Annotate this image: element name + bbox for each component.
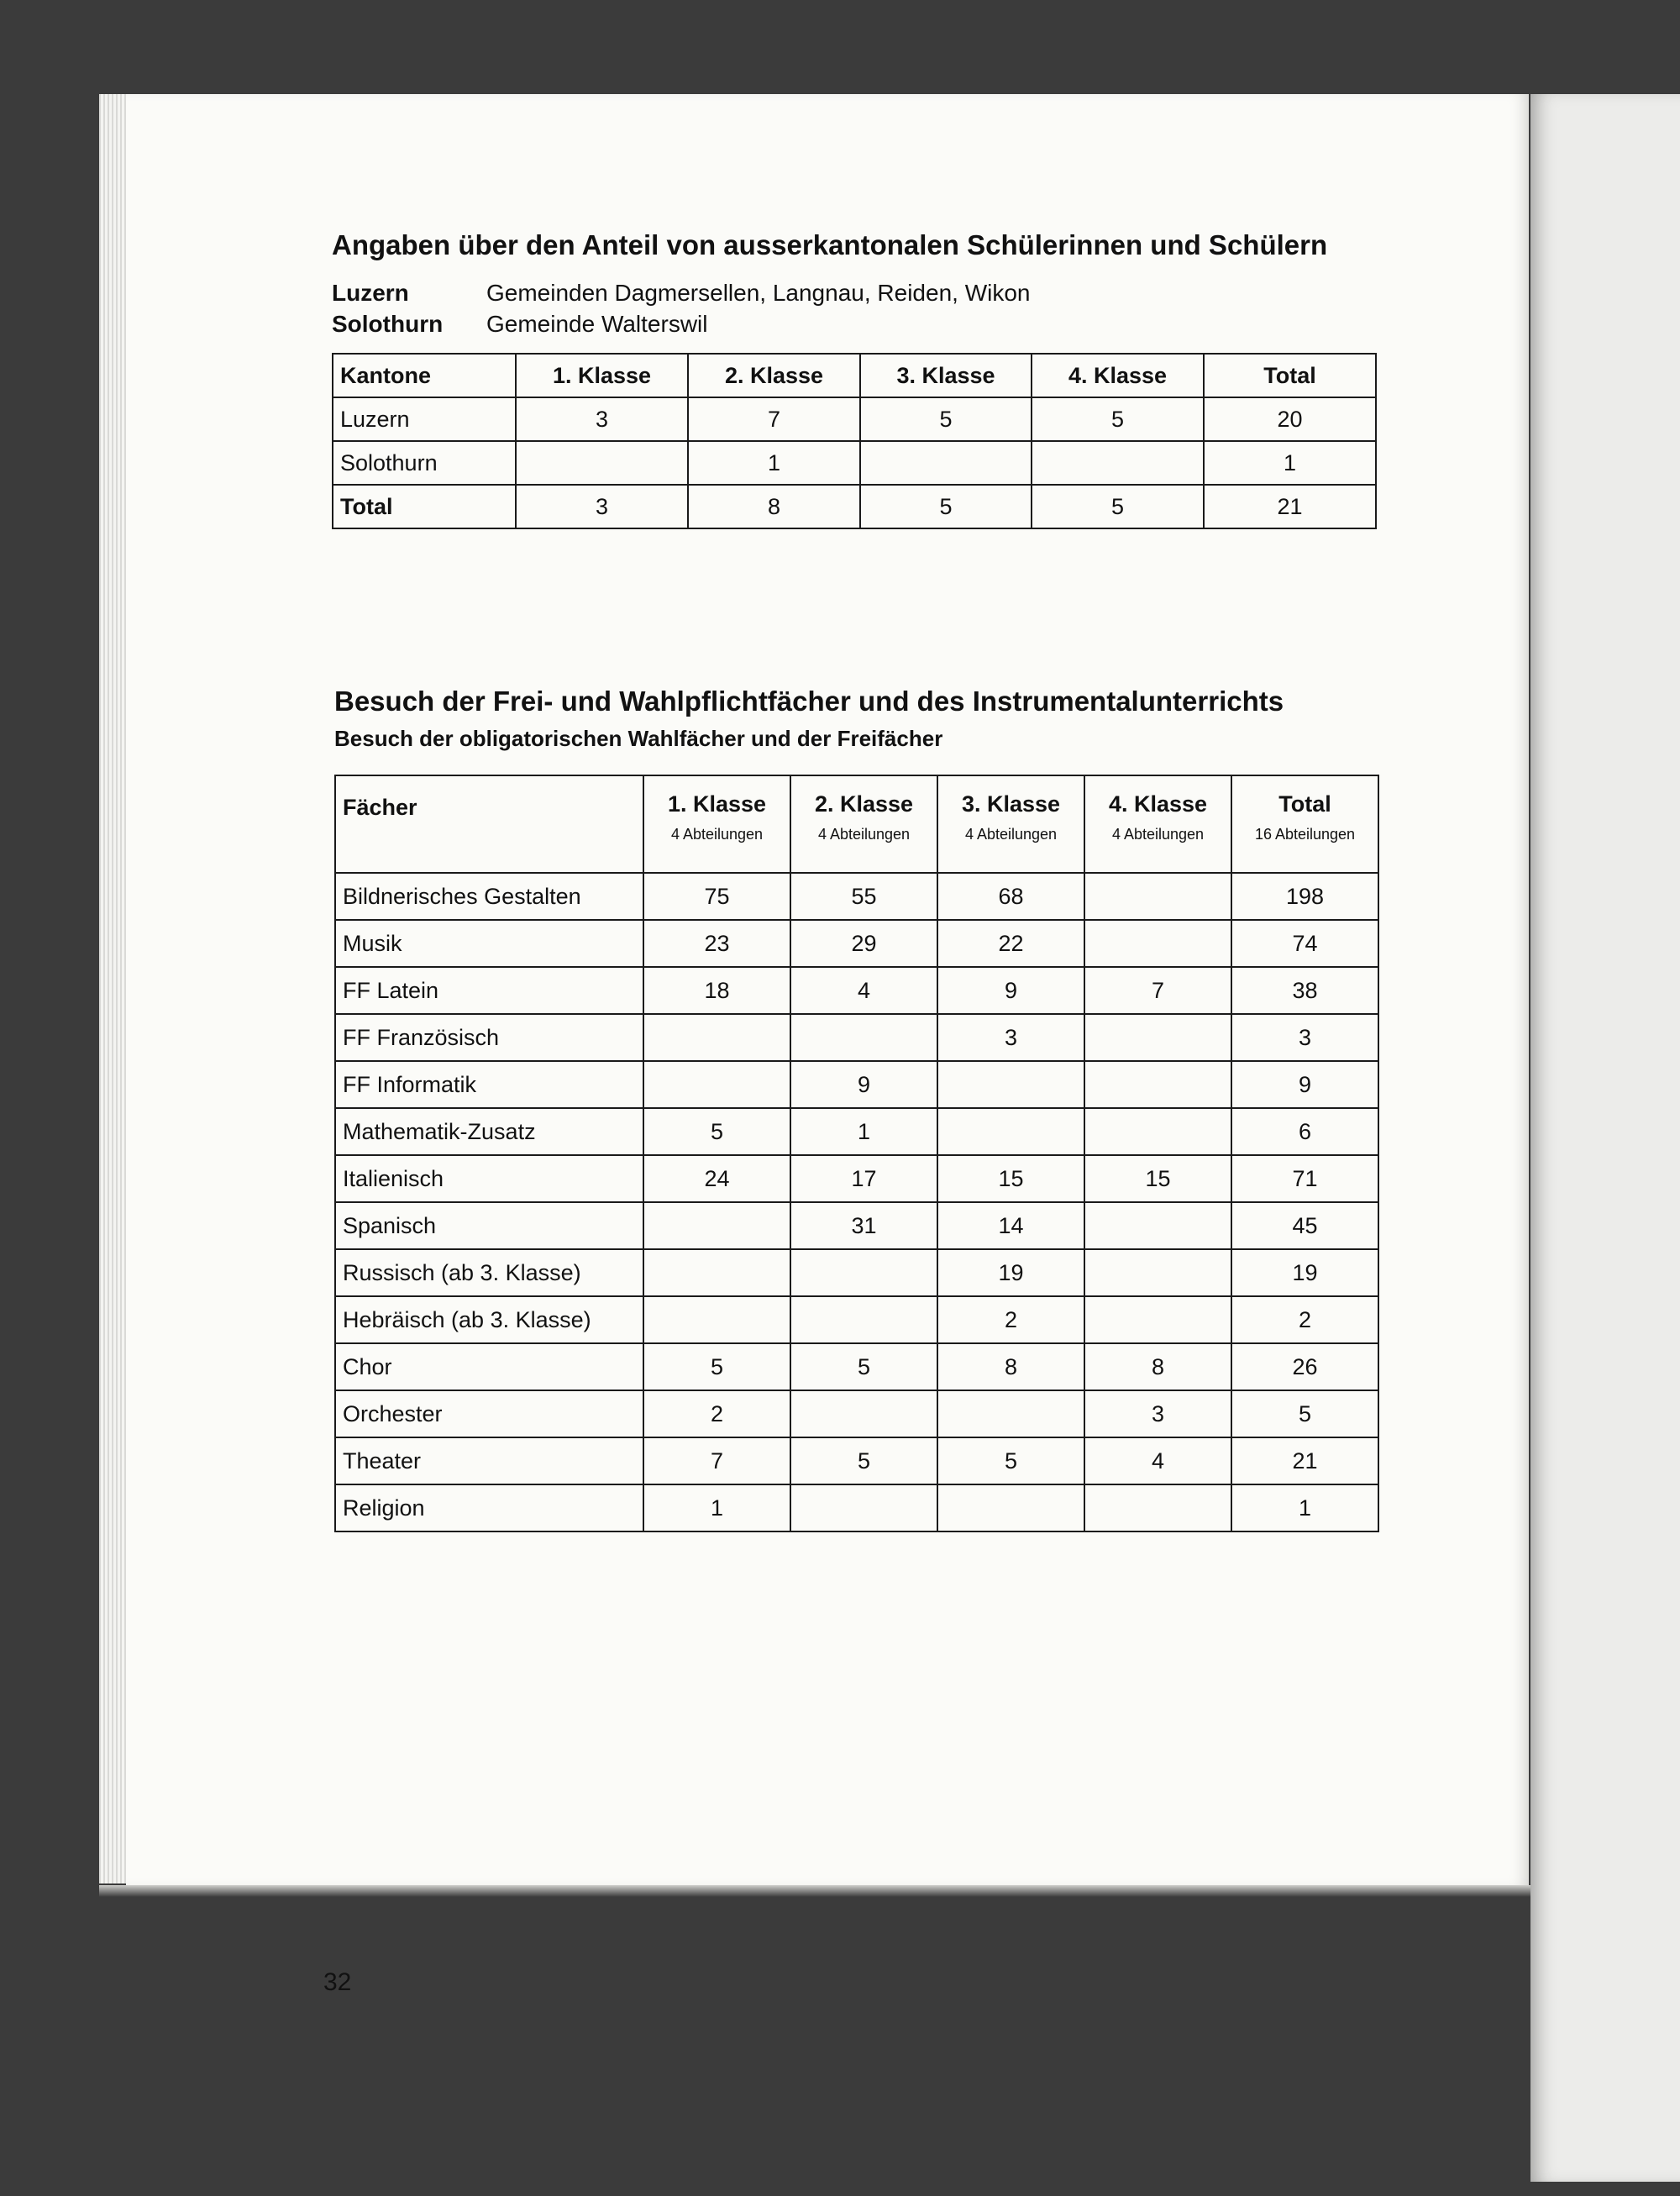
table-cell: 5 bbox=[860, 485, 1032, 528]
table-cell: 38 bbox=[1231, 967, 1378, 1014]
row-label: Hebräisch (ab 3. Klasse) bbox=[335, 1296, 643, 1343]
table-cell: 31 bbox=[790, 1202, 937, 1249]
table-cell: 68 bbox=[937, 873, 1084, 920]
table-cell: 55 bbox=[790, 873, 937, 920]
table-cell: 29 bbox=[790, 920, 937, 967]
table-cell: 2 bbox=[1231, 1296, 1378, 1343]
page-shadow bbox=[99, 1885, 1530, 1897]
row-label: Bildnerisches Gestalten bbox=[335, 873, 643, 920]
column-header: 1. Klasse bbox=[516, 354, 688, 397]
table-cell bbox=[790, 1296, 937, 1343]
table-cell: 5 bbox=[643, 1108, 790, 1155]
table-cell: 9 bbox=[790, 1061, 937, 1108]
table-cell bbox=[643, 1249, 790, 1296]
table-cell: 14 bbox=[937, 1202, 1084, 1249]
table-cell: 20 bbox=[1204, 397, 1376, 441]
table-cell bbox=[643, 1202, 790, 1249]
table-cell: 2 bbox=[937, 1296, 1084, 1343]
column-header-sub: 4 Abteilungen bbox=[1111, 826, 1205, 843]
table-total-row bbox=[333, 485, 1376, 528]
table-cell: 3 bbox=[516, 397, 688, 441]
table-cell: 21 bbox=[1204, 485, 1376, 528]
table-cell: 4 bbox=[790, 967, 937, 1014]
table-row bbox=[335, 1061, 1378, 1108]
table-cell bbox=[1084, 873, 1231, 920]
column-header-label: 2. Klasse bbox=[814, 791, 914, 817]
table-cell: 1 bbox=[643, 1484, 790, 1531]
table-row bbox=[335, 1155, 1378, 1202]
column-header-sub: 4 Abteilungen bbox=[964, 826, 1058, 843]
table-header-row bbox=[333, 354, 1376, 397]
table-cell bbox=[790, 1014, 937, 1061]
table-cell: 1 bbox=[688, 441, 860, 485]
table-cell bbox=[860, 441, 1032, 485]
column-header-label: 1. Klasse bbox=[667, 791, 767, 817]
column-header-sub: 4 Abteilungen bbox=[670, 826, 764, 843]
table-row bbox=[333, 397, 1376, 441]
table-cell: 3 bbox=[1231, 1014, 1378, 1061]
column-header-label: Fächer bbox=[343, 795, 417, 820]
table-cell bbox=[1084, 1484, 1231, 1531]
table-cell bbox=[937, 1108, 1084, 1155]
row-label: Mathematik-Zusatz bbox=[335, 1108, 643, 1155]
column-header bbox=[937, 775, 1084, 873]
table-header-row bbox=[335, 775, 1378, 873]
page-number: 32 bbox=[323, 1968, 352, 1996]
table-cell: 5 bbox=[790, 1343, 937, 1390]
row-label: Orchester bbox=[335, 1390, 643, 1437]
table-row bbox=[335, 1343, 1378, 1390]
table-cell: 17 bbox=[790, 1155, 937, 1202]
table-cell: 3 bbox=[516, 485, 688, 528]
column-header: Total bbox=[1204, 354, 1376, 397]
table-row bbox=[335, 873, 1378, 920]
table-cell: 1 bbox=[790, 1108, 937, 1155]
table-cell bbox=[1084, 1108, 1231, 1155]
table-cell: 74 bbox=[1231, 920, 1378, 967]
column-header bbox=[1084, 775, 1231, 873]
table-cell bbox=[1084, 1014, 1231, 1061]
table-cell bbox=[1084, 1061, 1231, 1108]
table-cell bbox=[1084, 920, 1231, 967]
column-header bbox=[335, 775, 643, 873]
table-row bbox=[335, 1014, 1378, 1061]
column-header bbox=[1231, 775, 1378, 873]
column-header-label: Total bbox=[1278, 791, 1331, 817]
row-label: Russisch (ab 3. Klasse) bbox=[335, 1249, 643, 1296]
table-cell: 21 bbox=[1231, 1437, 1378, 1484]
table-cell bbox=[643, 1296, 790, 1343]
table-cell: 5 bbox=[1032, 485, 1204, 528]
row-label: FF Informatik bbox=[335, 1061, 643, 1108]
column-header: 3. Klasse bbox=[860, 354, 1032, 397]
table-cell: 8 bbox=[1084, 1343, 1231, 1390]
canton-name: Luzern bbox=[332, 280, 409, 306]
table-cell: 23 bbox=[643, 920, 790, 967]
table-cell: 26 bbox=[1231, 1343, 1378, 1390]
table-row bbox=[335, 920, 1378, 967]
table-cell: 3 bbox=[1084, 1390, 1231, 1437]
column-header-label: 3. Klasse bbox=[961, 791, 1061, 817]
column-header-label: 4. Klasse bbox=[1108, 791, 1208, 817]
table-cell: 8 bbox=[688, 485, 860, 528]
column-header: Kantone bbox=[333, 354, 516, 397]
row-label: Theater bbox=[335, 1437, 643, 1484]
table-row bbox=[335, 1437, 1378, 1484]
table-cell bbox=[790, 1484, 937, 1531]
table-row bbox=[335, 1484, 1378, 1531]
table-cell: 1 bbox=[1231, 1484, 1378, 1531]
section2-title: Besuch der Frei- und Wahlpflichtfächer und des Instrumentalunterrichts bbox=[334, 686, 1284, 717]
table-cell: 7 bbox=[688, 397, 860, 441]
canton-description: Gemeinden Dagmersellen, Langnau, Reiden, Wikon bbox=[486, 280, 1031, 306]
table-cell: 71 bbox=[1231, 1155, 1378, 1202]
table-cell: 5 bbox=[1032, 397, 1204, 441]
row-label: Religion bbox=[335, 1484, 643, 1531]
table-row bbox=[335, 1249, 1378, 1296]
table-cell: 24 bbox=[643, 1155, 790, 1202]
subjects-table bbox=[334, 775, 1379, 1532]
table-cell bbox=[1084, 1249, 1231, 1296]
table-cell: 19 bbox=[1231, 1249, 1378, 1296]
table-cell bbox=[643, 1014, 790, 1061]
table-cell bbox=[937, 1061, 1084, 1108]
table-cell bbox=[1084, 1202, 1231, 1249]
table-cell: 4 bbox=[1084, 1437, 1231, 1484]
table-cell: 22 bbox=[937, 920, 1084, 967]
table-row bbox=[335, 1296, 1378, 1343]
table-cell: 15 bbox=[1084, 1155, 1231, 1202]
table-cell: 9 bbox=[1231, 1061, 1378, 1108]
table-row bbox=[335, 1390, 1378, 1437]
table-cell: 5 bbox=[790, 1437, 937, 1484]
section2-subtitle: Besuch der obligatorischen Wahlfächer und der Freifächer bbox=[334, 726, 943, 751]
table-row bbox=[335, 1108, 1378, 1155]
table-cell: 75 bbox=[643, 873, 790, 920]
canton-description: Gemeinde Walterswil bbox=[486, 311, 708, 337]
table-row bbox=[335, 967, 1378, 1014]
table-cell: 7 bbox=[1084, 967, 1231, 1014]
row-label: Chor bbox=[335, 1343, 643, 1390]
table-cell: 19 bbox=[937, 1249, 1084, 1296]
column-header bbox=[790, 775, 937, 873]
column-header: 2. Klasse bbox=[688, 354, 860, 397]
table-cell bbox=[937, 1390, 1084, 1437]
column-header bbox=[643, 775, 790, 873]
canton-name: Solothurn bbox=[332, 311, 444, 337]
row-label: Total bbox=[333, 485, 516, 528]
row-label: Luzern bbox=[333, 397, 516, 441]
table-row bbox=[335, 1202, 1378, 1249]
table-cell bbox=[790, 1249, 937, 1296]
table-cell bbox=[790, 1390, 937, 1437]
table-cell bbox=[1032, 441, 1204, 485]
table-cell: 7 bbox=[643, 1437, 790, 1484]
table-cell: 3 bbox=[937, 1014, 1084, 1061]
section1-title: Angaben über den Anteil von ausserkantonalen Schülerinnen und Schülern bbox=[332, 229, 1328, 260]
table-row bbox=[333, 441, 1376, 485]
canton-table bbox=[332, 353, 1377, 529]
table-cell bbox=[643, 1061, 790, 1108]
row-label: Solothurn bbox=[333, 441, 516, 485]
row-label: Musik bbox=[335, 920, 643, 967]
row-label: FF Latein bbox=[335, 967, 643, 1014]
row-label: Italienisch bbox=[335, 1155, 643, 1202]
table-cell: 8 bbox=[937, 1343, 1084, 1390]
table-cell bbox=[516, 441, 688, 485]
facing-page bbox=[1530, 94, 1680, 2182]
table-cell: 5 bbox=[643, 1343, 790, 1390]
table-cell: 15 bbox=[937, 1155, 1084, 1202]
table-cell: 5 bbox=[937, 1437, 1084, 1484]
column-header: 4. Klasse bbox=[1032, 354, 1204, 397]
table-cell: 18 bbox=[643, 967, 790, 1014]
column-header-sub: 4 Abteilungen bbox=[817, 826, 911, 843]
column-header-sub: 16 Abteilungen bbox=[1254, 826, 1356, 843]
table-cell: 198 bbox=[1231, 873, 1378, 920]
row-label: FF Französisch bbox=[335, 1014, 643, 1061]
table-cell: 45 bbox=[1231, 1202, 1378, 1249]
table-cell: 1 bbox=[1204, 441, 1376, 485]
table-cell: 5 bbox=[860, 397, 1032, 441]
table-cell bbox=[1084, 1296, 1231, 1343]
table-cell: 5 bbox=[1231, 1390, 1378, 1437]
table-cell: 2 bbox=[643, 1390, 790, 1437]
table-cell: 6 bbox=[1231, 1108, 1378, 1155]
table-cell: 9 bbox=[937, 967, 1084, 1014]
row-label: Spanisch bbox=[335, 1202, 643, 1249]
table-cell bbox=[937, 1484, 1084, 1531]
